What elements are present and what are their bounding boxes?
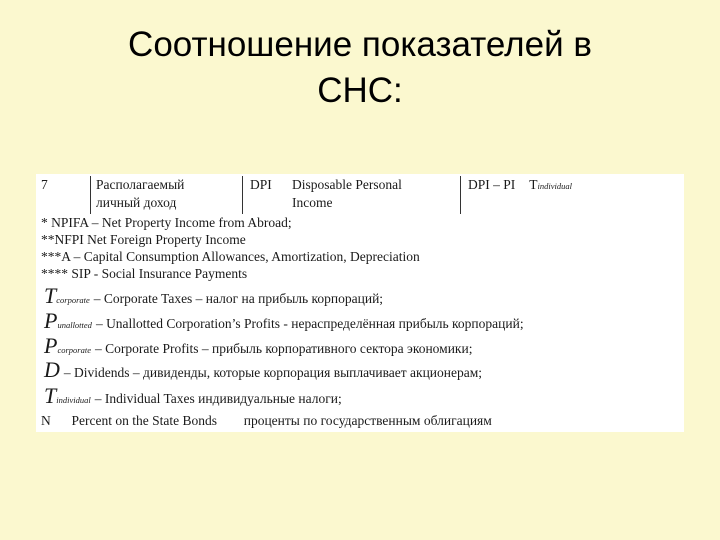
bonds-letter: N [41, 413, 51, 428]
footnote-npifa: * NPIFA – Net Property Income from Abroad; [41, 215, 292, 230]
symbol-letter: P [44, 333, 58, 358]
bonds-russian: проценты по государственным облигациям [243, 413, 492, 428]
column-divider [460, 176, 461, 214]
english-term [292, 176, 402, 212]
symbol-subscript: corporate [57, 345, 91, 355]
table-row [36, 176, 684, 214]
symbol-text: – Dividends – дивиденды, которые корпорация выплачивает акционерам; [63, 365, 483, 380]
formula-symbol: T [529, 177, 538, 192]
symbol-letter: T [44, 383, 57, 408]
symbol-subscript: individual [56, 395, 91, 405]
symbol-definition [44, 308, 524, 335]
symbol-text: – Corporate Profits – прибыль корпоративного сектора экономики; [94, 341, 473, 356]
russian-term-line-2: личный доход [96, 195, 177, 210]
symbol-subscript: corporate [56, 295, 90, 305]
symbol-definition [44, 333, 473, 360]
slide-title-line-2: СНС: [317, 71, 403, 110]
slide-title [0, 22, 720, 114]
english-term-line-1: Disposable Personal [292, 177, 402, 192]
content-panel [36, 174, 684, 432]
symbol-text: – Corporate Taxes – налог на прибыль корпораций; [93, 291, 384, 306]
symbol-definition [44, 357, 483, 384]
formula-subscript: individual [537, 181, 572, 191]
russian-term-line-1: Располагаемый [96, 177, 185, 192]
symbol-subscript: unallotted [57, 320, 92, 330]
formula [468, 176, 572, 195]
slide-title-line-1: Соотношение показателей в [128, 25, 592, 64]
column-divider [242, 176, 243, 214]
symbol-letter: T [44, 283, 57, 308]
bonds-english: Percent on the State Bonds [71, 413, 217, 428]
symbol-letter: P [44, 308, 58, 333]
symbol-text: – Unallotted Corporation’s Profits - нераспределённая прибыль корпораций; [95, 316, 524, 331]
symbol-text: – Individual Taxes индивидуальные налоги; [94, 391, 342, 406]
bonds-line [41, 412, 492, 429]
row-number: 7 [41, 177, 48, 192]
english-term-line-2: Income [292, 195, 333, 210]
abbreviation: DPI [250, 177, 272, 192]
russian-term [96, 176, 184, 212]
footnote-a: ***A – Capital Consumption Allowances, Amortization, Depreciation [41, 249, 420, 264]
footnote-sip: **** SIP - Social Insurance Payments [41, 266, 248, 281]
column-divider [90, 176, 91, 214]
symbol-letter: D [44, 357, 60, 382]
footnote-nfpi: **NFPI Net Foreign Property Income [41, 232, 246, 247]
formula-text: DPI – PI [468, 177, 516, 192]
symbol-definition [44, 283, 384, 310]
symbol-definition [44, 383, 342, 410]
